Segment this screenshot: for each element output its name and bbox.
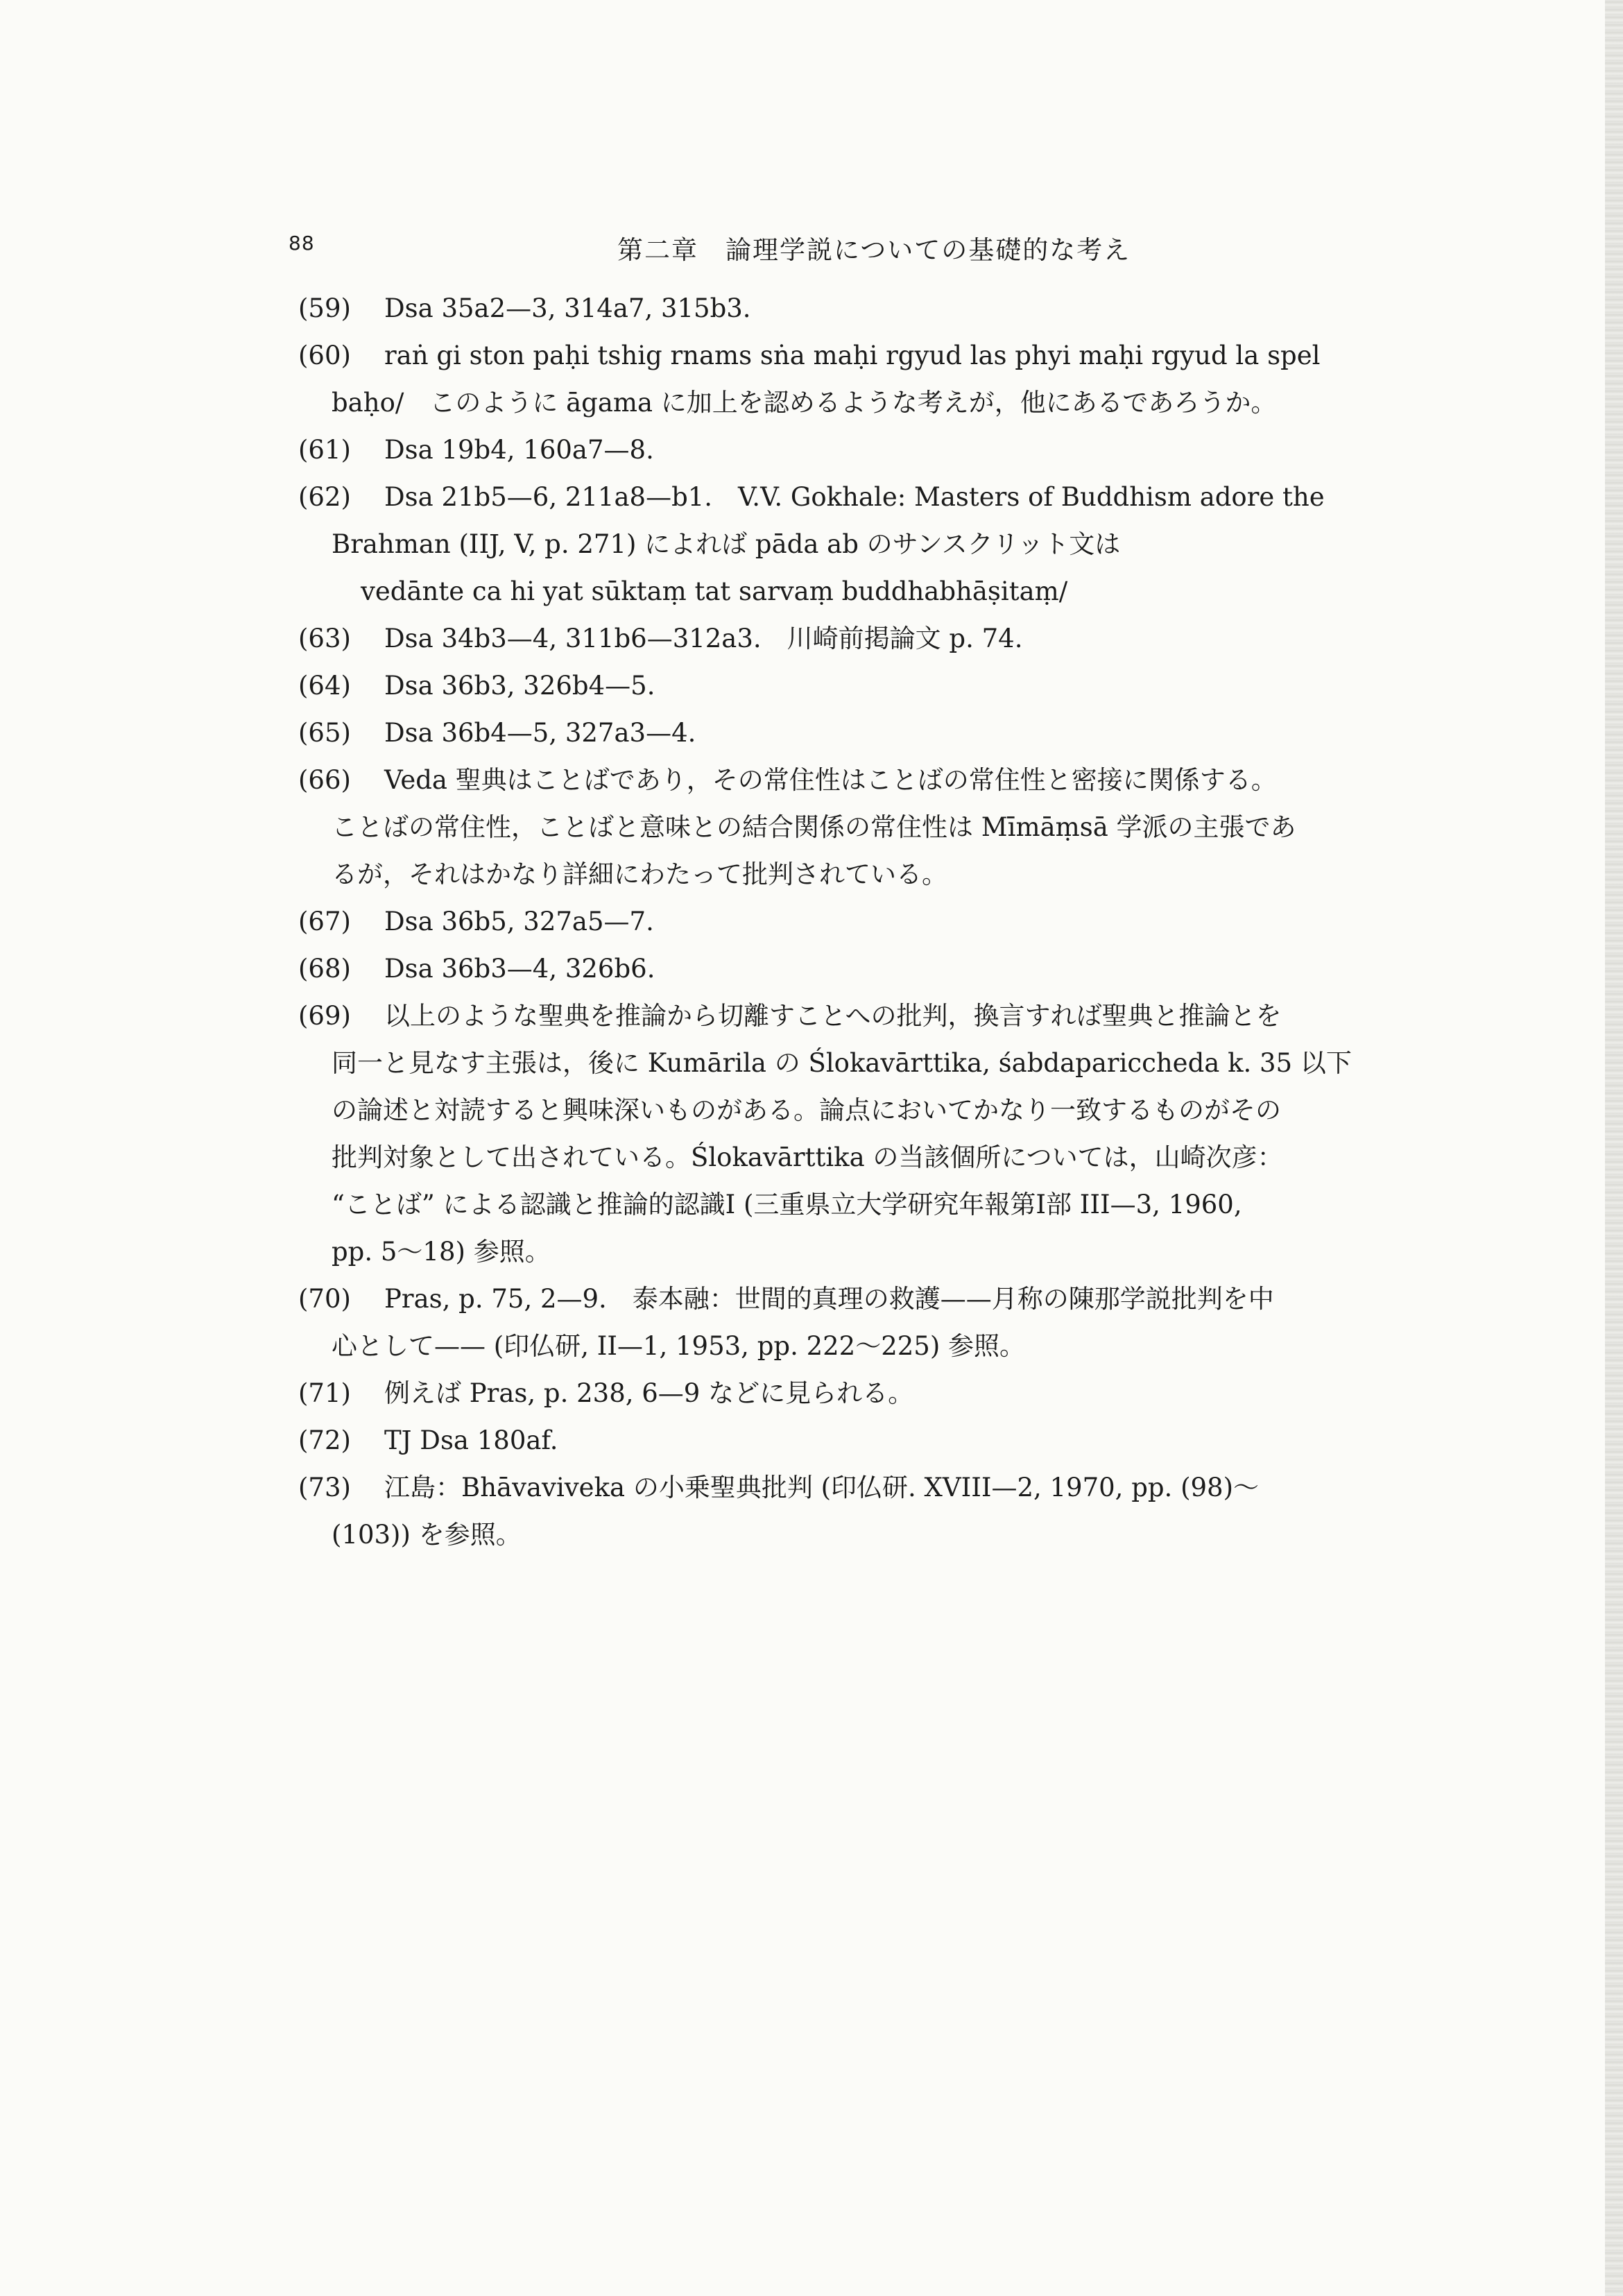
note-text: TJ Dsa 180af.	[384, 1425, 558, 1455]
note-number: (60)	[298, 341, 351, 370]
note-66-continuation: るが，それはかなり詳細にわたって批判されている。	[332, 859, 947, 889]
note-number: (64)	[298, 671, 351, 701]
note-60	[298, 339, 1320, 373]
note-69	[298, 999, 1282, 1034]
note-61	[298, 433, 654, 468]
note-text: 江島：Bhāvaviveka の小乗聖典批判 (印仏研. XVIII—2, 1970, pp. (98)～	[384, 1473, 1260, 1502]
note-73	[298, 1471, 1259, 1505]
note-text: Dsa 36b3—4, 326b6.	[384, 954, 655, 984]
note-text: raṅ gi ston paḥi tshig rnams sṅa maḥi rgyud las phyi maḥi rgyud la spel	[384, 341, 1321, 370]
note-72	[298, 1423, 558, 1458]
note-66	[298, 763, 1277, 798]
note-number: (73)	[298, 1473, 351, 1502]
note-text: Dsa 36b3, 326b4—5.	[384, 671, 655, 701]
note-number: (70)	[298, 1284, 351, 1314]
note-text: Dsa 19b4, 160a7—8.	[384, 435, 654, 465]
note-71	[298, 1376, 913, 1411]
note-68	[298, 952, 655, 986]
note-number: (59)	[298, 293, 351, 323]
note-number: (72)	[298, 1425, 351, 1455]
note-text: Dsa 36b5, 327a5—7.	[384, 907, 654, 936]
note-text: Veda 聖典はことばであり，その常住性はことばの常住性と密接に関係する。	[384, 765, 1277, 795]
note-text: Dsa 34b3—4, 311b6—312a3. 川崎前掲論文 p. 74.	[384, 624, 1023, 653]
note-67	[298, 905, 654, 939]
note-text: Dsa 35a2—3, 314a7, 315b3.	[384, 293, 751, 323]
note-text: Dsa 21b5—6, 211a8—b1. V.V. Gokhale: Masters of Buddhism adore the	[384, 482, 1325, 512]
note-number: (66)	[298, 765, 351, 795]
note-69-continuation: pp. 5～18) 参照。	[332, 1237, 551, 1267]
note-62	[298, 480, 1325, 515]
note-62-continuation: Brahman (IIJ, V, p. 271) によれば pāda ab のサンスクリット文は	[332, 529, 1121, 559]
note-63	[298, 622, 1022, 656]
note-69-continuation: 同一と見なす主張は，後に Kumārila の Ślokavārttika, śabdapariccheda k. 35 以下	[332, 1048, 1352, 1078]
note-70	[298, 1282, 1274, 1317]
note-number: (67)	[298, 907, 351, 936]
note-62-quotation: vedānte ca hi yat sūktaṃ tat sarvaṃ buddhabhāṣitaṃ/	[361, 576, 1068, 606]
note-text: Dsa 36b4—5, 327a3—4.	[384, 718, 696, 748]
page-number: 88	[289, 232, 315, 255]
note-60-continuation: baḥo/ このように āgama に加上を認めるような考えが，他にあるであろうか。	[332, 388, 1277, 418]
note-69-continuation: “ことば” による認識と推論的認識I (三重県立大学研究年報第I部 III—3, 1960,	[332, 1190, 1242, 1219]
note-69-continuation: の論述と対読すると興味深いものがある。論点においてかなり一致するものがその	[332, 1095, 1281, 1125]
note-64	[298, 669, 655, 703]
note-number: (63)	[298, 624, 351, 653]
note-65	[298, 716, 696, 751]
note-text: Pras, p. 75, 2—9. 泰本融：世間的真理の救護——月称の陳那学説批判を中	[384, 1284, 1274, 1314]
note-number: (65)	[298, 718, 351, 748]
note-70-continuation: 心として—— (印仏研, II—1, 1953, pp. 222～225) 参照。	[332, 1331, 1026, 1361]
note-number: (61)	[298, 435, 351, 465]
note-69-continuation: 批判対象として出されている。Ślokavārttika の当該個所については，山崎次彦：	[332, 1142, 1283, 1172]
note-number: (68)	[298, 954, 351, 984]
note-number: (71)	[298, 1378, 351, 1408]
note-number: (69)	[298, 1001, 351, 1031]
running-title: 第二章 論理学説についての基礎的な考え	[617, 235, 1131, 265]
note-66-continuation: ことばの常住性，ことばと意味との結合関係の常住性は Mīmāṃsā 学派の主張であ	[332, 812, 1296, 842]
note-73-continuation: (103)) を参照。	[332, 1520, 522, 1550]
note-text: 以上のような聖典を推論から切離すことへの批判，換言すれば聖典と推論とを	[384, 1001, 1282, 1031]
note-59	[298, 291, 751, 326]
note-text: 例えば Pras, p. 238, 6—9 などに見られる。	[384, 1378, 914, 1408]
scan-edge	[1605, 0, 1623, 2296]
note-number: (62)	[298, 482, 351, 512]
